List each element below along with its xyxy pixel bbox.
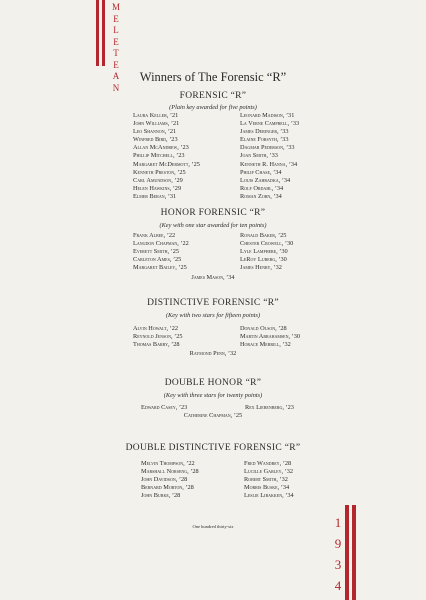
names-right-forensic-r: Leonard Madison, ’31 La Verne Campbell, ’33 James Deringer, ’33 Elaine Forsyth, ’33 Dagmar Pederson, ’33 Joan Smith, ’33 Kenneth R. Hanna, ’34 Philip Chase, ’34 Louis Zahradka, ’34 Rolf Ordahl, ’34 Roman Zorn, ’34 bbox=[240, 112, 300, 200]
names-center-distinctive-forensic-r: Raymond Penn, ’32 bbox=[189, 350, 237, 357]
names-left-honor-forensic-r: Frank Albee, ’22 Langdon Chapman, ’22 Everett Smith, ’25 Carleton Ames, ’25 Margaret Bailey, ’25 bbox=[133, 232, 189, 272]
section-heading-double-honor-r: DOUBLE HONOR “R” bbox=[164, 378, 262, 388]
section-subtitle-distinctive-forensic-r: (Key with two stars for fifteen points) bbox=[165, 312, 261, 319]
names-right-distinctive-forensic-r: Donald Olson, ’28 Martin Abrahamsen, ’30 Horace Merrill, ’32 bbox=[240, 325, 301, 349]
section-heading-distinctive-forensic-r: DISTINCTIVE FORENSIC “R” bbox=[147, 298, 279, 308]
names-right-honor-forensic-r: Ronald Baker, ’25 Chester Crowell, ’30 Lyle Lamphere, ’30 LeRoy Luberg, ’30 James Henry, ’32 bbox=[240, 232, 294, 272]
names-left-forensic-r: Laura Keller, ’21 John Williams, ’21 Leo Shannon, ’21 Winfred Bird, ’23 Allan McAndrew, ’23 Phillip Mitchell, ’23 Margaret McDermott, ’25 Kenneth Preston, ’25 Carl Amundson, ’29 Helen Hawkins, ’29 Elmer Beran, ’31 bbox=[133, 112, 200, 200]
names-right-double-honor-r: Rex Liebenberg, ’23 bbox=[245, 404, 294, 411]
names-right-double-distinctive-forensic-r: Fred Wandrey, ’28 Lucille Garley, ’32 Robert Smith, ’32 Morris Buske, ’34 Leslie Libakken, ’34 bbox=[244, 460, 294, 500]
section-subtitle-forensic-r: (Plain key awarded for five points) bbox=[169, 104, 257, 111]
section-heading-forensic-r: FORENSIC “R” bbox=[179, 91, 247, 101]
page-number-footer: One hundred thirty-six bbox=[192, 524, 234, 529]
names-left-double-honor-r: Edward Casey, ’23 bbox=[141, 404, 188, 411]
names-center-honor-forensic-r: James Mason, ’34 bbox=[191, 274, 235, 281]
section-subtitle-honor-forensic-r: (Key with one star awarded for ten points) bbox=[159, 222, 267, 229]
names-left-double-distinctive-forensic-r: Melvin Thompson, ’22 Marshall Norseng, ’28 John Davidson, ’28 Bernard Morton, ’28 John Burke, ’28 bbox=[141, 460, 199, 500]
year-vertical-label: 1 9 3 4 bbox=[334, 515, 342, 593]
names-left-distinctive-forensic-r: Alvin Howalt, ’22 Reynold Jenson, ’25 Thomas Barry, ’28 bbox=[133, 325, 183, 349]
page-title: Winners of The Forensic “R” bbox=[139, 70, 287, 84]
top-left-bar-2 bbox=[102, 0, 105, 66]
section-heading-honor-forensic-r: HONOR FORENSIC “R” bbox=[160, 208, 266, 218]
section-subtitle-double-honor-r: (Key with three stars for twenty points) bbox=[163, 392, 263, 399]
names-center-double-honor-r: Catherine Chapman, ’25 bbox=[183, 412, 243, 419]
bottom-right-bar-2 bbox=[352, 505, 356, 600]
meletean-vertical-label: M E L E T E A N bbox=[111, 2, 120, 93]
bottom-right-bar-1 bbox=[345, 505, 349, 600]
top-left-bar-1 bbox=[96, 0, 99, 66]
section-heading-double-distinctive-forensic-r: DOUBLE DISTINCTIVE FORENSIC “R” bbox=[125, 443, 301, 453]
